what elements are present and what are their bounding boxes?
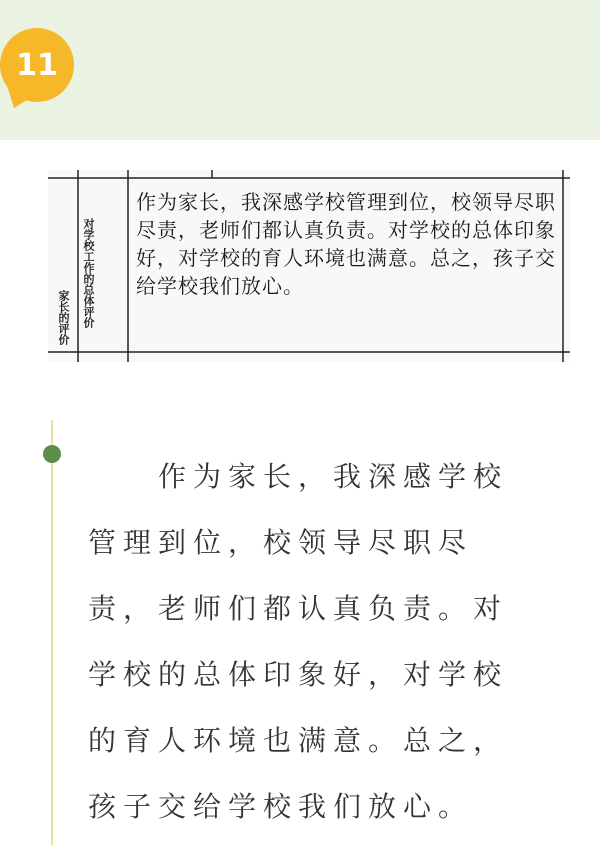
badge-number: 11 (16, 48, 58, 83)
number-badge (0, 28, 74, 108)
header-band (0, 0, 600, 140)
row-label-parent-evaluation: 家长的评价 (57, 290, 70, 345)
scanned-form-image (48, 170, 570, 362)
timeline-line (51, 420, 53, 845)
timeline-dot-icon (43, 445, 61, 463)
transcribed-paragraph: 作为家长，我深感学校管理到位，校领导尽职尽责，老师们都认真负责。对学校的总体印象好，对学校的育人环境也满意。总之，孩子交给学校我们放心。 (88, 460, 509, 823)
column-label-overall-evaluation: 对学校工作的总体评价 (82, 218, 95, 328)
handwritten-comment: 作为家长，我深感学校管理到位，校领导尽职尽责，老师们都认真负责。对学校的总体印象好，对学校的育人环境也满意。总之，孩子交给学校我们放心。 (136, 190, 556, 298)
